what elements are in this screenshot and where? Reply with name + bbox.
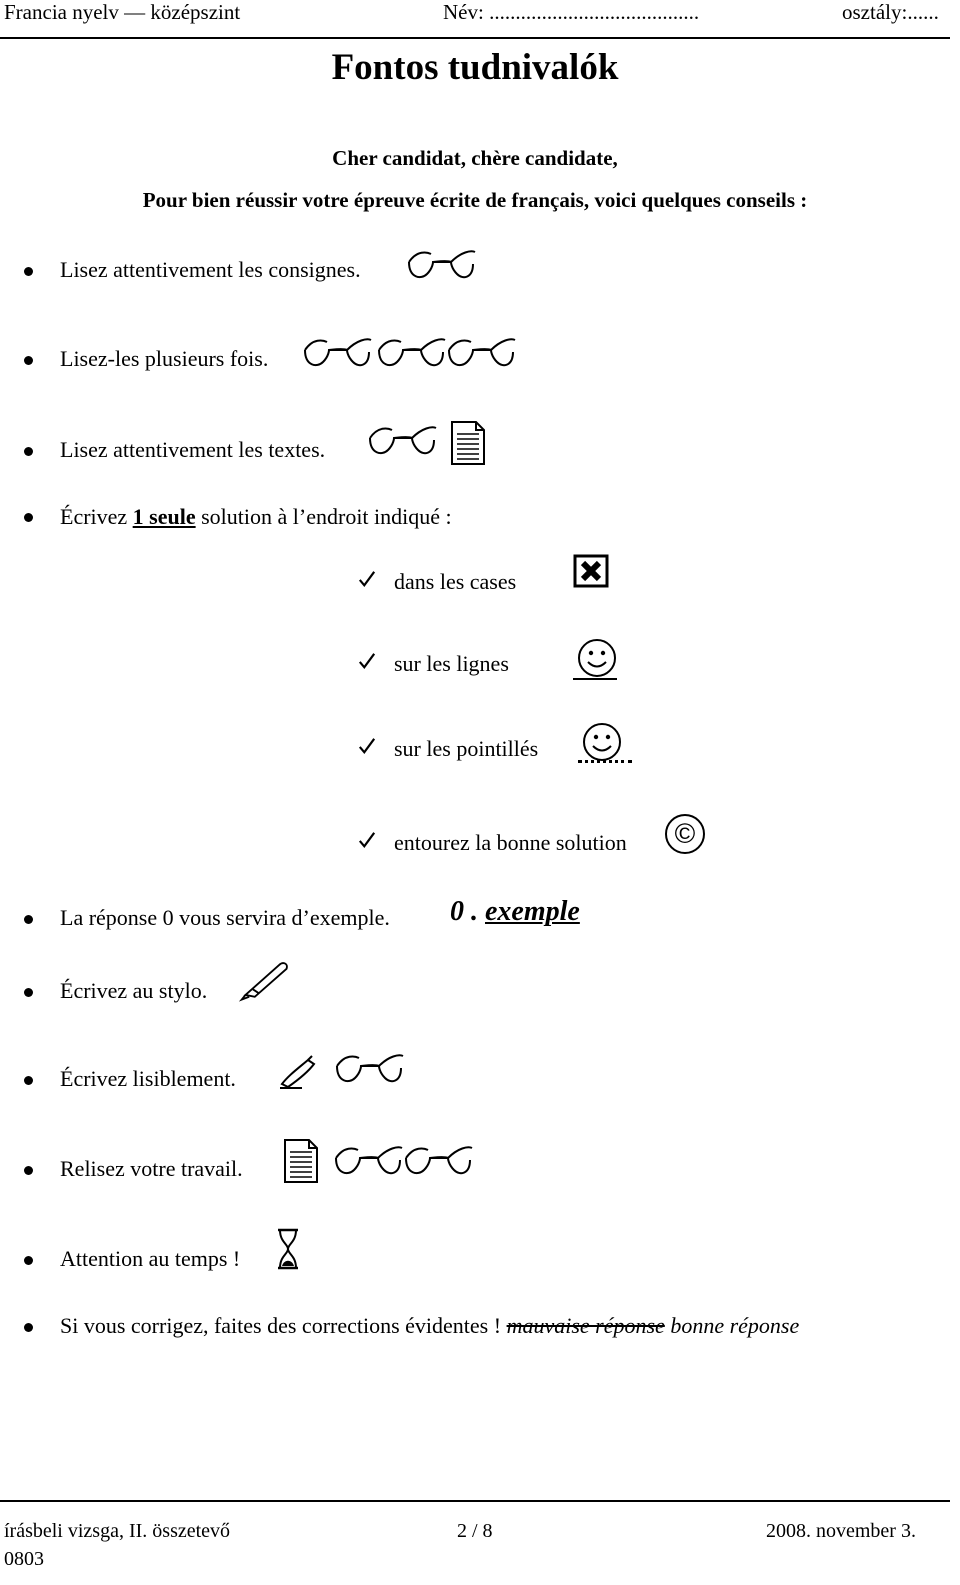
advice-read-several-times: Lisez-les plusieurs fois. [60,346,269,371]
advice-example: La réponse 0 vous servira d’exemple. [60,905,390,930]
glasses-icon [404,1146,474,1180]
writing-hand-icon [278,1054,318,1090]
header-subject: Francia nyelv — középszint [4,0,241,24]
answer-line [573,678,617,680]
fountain-pen-icon [238,958,294,1002]
circled-c-icon: © [665,814,705,854]
example-answer: 0 . exemple [450,896,580,927]
document-icon [450,420,486,466]
bullet [24,915,33,924]
advice-clear-corrections: Si vous corrigez, faites des corrections évidentes ! mauvaise réponse bonne réponse [60,1313,800,1338]
checkmark-icon [358,570,376,588]
document-icon [283,1138,319,1184]
bullet [24,513,33,522]
emphasis-one-only: 1 seule [132,504,196,529]
bullet [24,1323,33,1332]
footer-date: 2008. november 3. [766,1520,916,1542]
bullet [24,1076,33,1085]
page-title: Fontos tudnivalók [331,47,619,88]
sub-in-boxes: dans les cases [394,569,517,594]
footer-rule [0,1500,950,1502]
advice-watch-time: Attention au temps ! [60,1246,241,1271]
checked-box-icon [573,554,609,588]
wrong-answer-example: mauvaise réponse [506,1313,665,1338]
intro-advice-line: Pour bien réussir votre épreuve écrite de français, voici quelques conseils : [142,188,808,212]
smiley-icon [577,638,617,678]
sub-circle-answer: entourez la bonne solution [394,830,627,855]
header-rule [0,37,950,39]
advice-read-texts: Lisez attentivement les textes. [60,437,326,462]
bullet [24,356,33,365]
checkmark-icon [358,652,376,670]
glasses-icon [407,250,477,284]
footer-exam-part: írásbeli vizsga, II. összetevő [4,1520,231,1542]
glasses-icon [368,426,438,460]
bullet [24,1166,33,1175]
advice-write-one-solution: Écrivez 1 seule solution à l’endroit indiqué : [60,504,452,529]
checkmark-icon [358,831,376,849]
glasses-icon [303,338,373,372]
bullet [24,988,33,997]
right-answer-example: bonne réponse [670,1313,800,1338]
footer-code: 0803 [4,1548,44,1570]
advice-read-instructions: Lisez attentivement les consignes. [60,257,361,282]
sub-on-dotted-lines: sur les pointillés [394,736,539,761]
header-name-label: Név: ........................................ [443,0,700,24]
dotted-answer-line [578,760,632,763]
advice-reread-work: Relisez votre travail. [60,1156,243,1181]
checkmark-icon [358,737,376,755]
intro-greeting: Cher candidat, chère candidate, [332,146,618,170]
glasses-icon [447,338,517,372]
sub-on-lines: sur les lignes [394,651,509,676]
advice-write-in-pen: Écrivez au stylo. [60,978,208,1003]
bullet [24,447,33,456]
glasses-icon [334,1146,404,1180]
smiley-icon [582,722,622,762]
page-number: 2 / 8 [457,1520,493,1542]
hourglass-icon [276,1228,300,1270]
bullet [24,267,33,276]
glasses-icon [335,1054,405,1088]
glasses-icon [377,338,447,372]
advice-write-legibly: Écrivez lisiblement. [60,1066,236,1091]
bullet [24,1256,33,1265]
header-class-label: osztály:...... [842,0,939,24]
